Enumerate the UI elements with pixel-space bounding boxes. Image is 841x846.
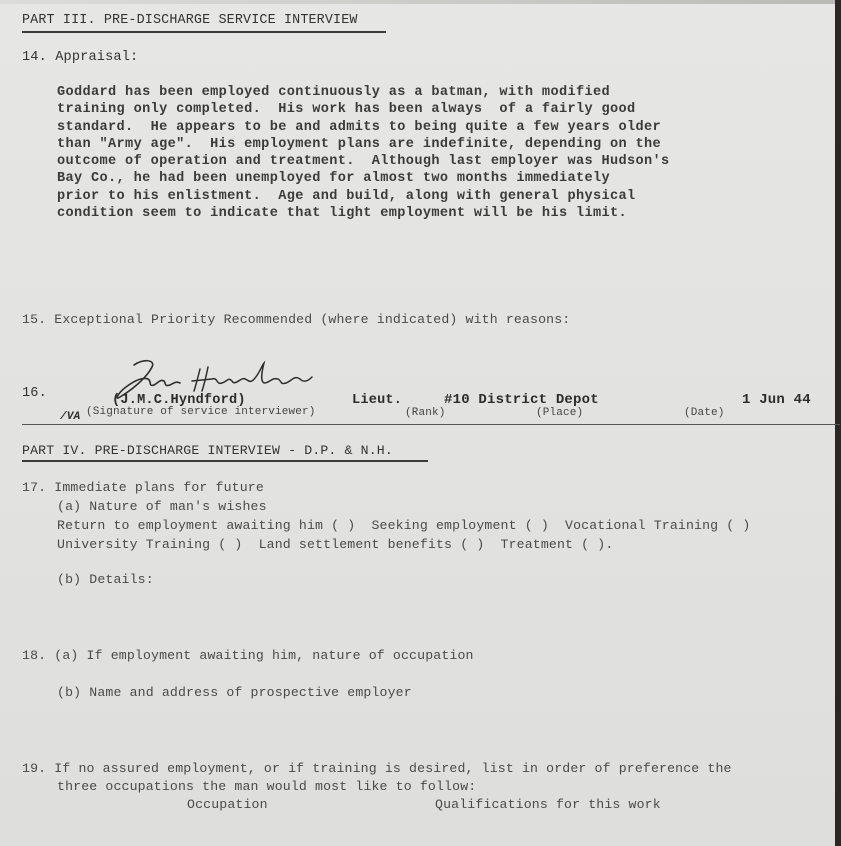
typist-initials: /VA (60, 411, 81, 423)
appraisal-line: than "Army age". His employment plans are indefinite, depending on the (57, 136, 662, 152)
caption-signature: (Signature of service interviewer) (86, 406, 316, 418)
appraisal-line: training only completed. His work has been always of a fairly good (57, 102, 636, 118)
item17-sub-a: (a) Nature of man's wishes (57, 499, 267, 514)
interviewer-typed-name: (J.M.C.Hyndford) (112, 393, 246, 408)
item17-sub-b: (b) Details: (57, 572, 154, 587)
appraisal-line: Goddard has been employed continuously as a batman, with modified (57, 85, 610, 100)
interview-place: #10 District Depot (444, 392, 599, 408)
signature-line (22, 424, 840, 425)
interview-date: 1 Jun 44 (742, 392, 811, 408)
item19-line2: three occupations the man would most like to follow: (57, 779, 477, 794)
part3-heading-underline (22, 31, 386, 33)
caption-rank: (Rank) (405, 407, 446, 419)
interviewer-rank: Lieut. (352, 393, 403, 408)
appraisal-line: condition seem to indicate that light employment will be his limit. (57, 206, 628, 222)
item18-label-b: (b) Name and address of prospective employer (57, 685, 412, 700)
caption-date: (Date) (684, 407, 725, 419)
item15-label: 15. Exceptional Priority Recommended (where indicated) with reasons: (22, 312, 571, 327)
appraisal-line: outcome of operation and treatment. Although last employer was Hudson's (57, 154, 670, 170)
caption-place: (Place) (536, 407, 584, 419)
item17-label: 17. Immediate plans for future (22, 480, 264, 495)
appraisal-text (57, 84, 670, 222)
appraisal-line: standard. He appears to be and admits to being quite a few years older (57, 119, 662, 135)
part3-heading: PART III. PRE-DISCHARGE SERVICE INTERVIEW (22, 13, 358, 28)
appraisal-line: Bay Co., he had been unemployed for almost two months immediately (57, 171, 610, 187)
appraisal-line: prior to his enlistment. Age and build, along with general physical (57, 188, 636, 204)
page-top-edge (0, 0, 835, 4)
item17-options-row1[interactable]: Return to employment awaiting him ( ) Seeking employment ( ) Vocational Training ( ) (57, 518, 751, 533)
item16-number: 16. (22, 386, 47, 401)
item19-col-occupation: Occupation (187, 797, 268, 812)
item18-label-a: 18. (a) If employment awaiting him, nature of occupation (22, 648, 474, 663)
item17-options-row2[interactable]: University Training ( ) Land settlement benefits ( ) Treatment ( ). (57, 537, 614, 552)
item14-label: 14. Appraisal: (22, 50, 139, 65)
item19-line1: 19. If no assured employment, or if training is desired, list in order of preference the (22, 761, 732, 776)
item19-col-qualifications: Qualifications for this work (435, 797, 661, 812)
part4-heading: PART IV. PRE-DISCHARGE INTERVIEW - D.P. & N.H. (22, 443, 393, 458)
part4-heading-underline (22, 460, 428, 462)
